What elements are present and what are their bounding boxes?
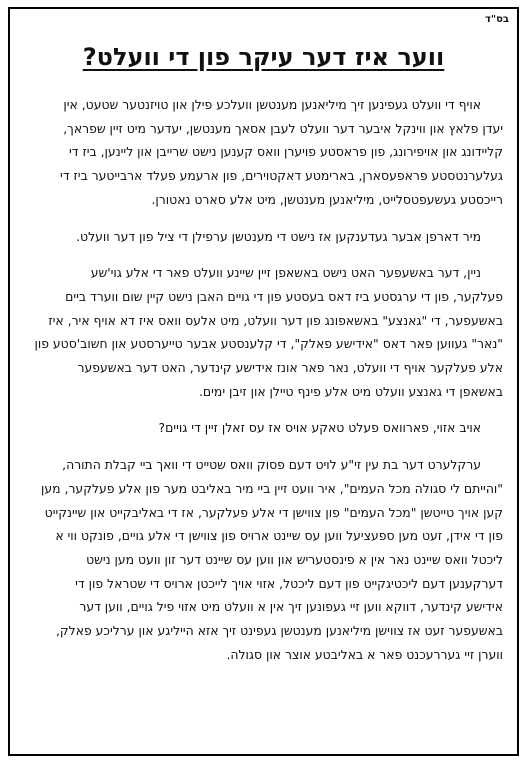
text-line: באשעפער זעט אז צווישן מיליאנען מענטשן געפינט זיך אזא הייליגע און ערליכע פאלק, — [55, 623, 503, 639]
text-line: קליידונג און אויפירונג, פון פראסטע פויערן וואס קענען נישט שרייבן און ליינען, ביז די — [68, 144, 503, 160]
text-line: ליכטל וואס שיינט נאר אין א פינסטעריש און ווען עס שיינט דער זון וועט מען נישט — [86, 551, 503, 567]
text-line: אויב אזוי, פארוואס פעלט טאקע אויס אז עס זאלן זיין די גויים? — [158, 420, 481, 436]
text-line: פעלקער, פון די ערגסטע ביז דאס בעסטע פון די גויים האבן נישט קיין שום ווערד ביים — [65, 288, 503, 304]
paragraph-1 — [24, 93, 503, 212]
text-line: אויף די וועלט געפינען זיך מיליאנען מענטשן וועלכע פילן און טויזנטער שטעט, אין — [63, 97, 481, 112]
text-line: ערקלערט דער בת עין זי"ע לויט דעם פסוק וואס שטייט די וואך ביי קבלת התורה, — [62, 457, 481, 473]
page-frame — [8, 7, 519, 756]
text-line: ניין, דער באשעפער האט נישט באשאפן זיין שיינע וועלט פאר די אלע גוי'שע — [90, 265, 481, 281]
paragraph-4 — [24, 416, 503, 440]
text-line: יעדן פלאץ און ווינקל איבער דער וועלט לעבן אסאך מענטשן, יעדער מיט זיין שפראך, — [63, 120, 503, 136]
paragraph-5 — [24, 453, 503, 666]
text-line: רייכסטע געשעפטסלייט, מיליאנען מענטשן, מיט אלע סארט נאטורן. — [151, 191, 503, 207]
text-line: אלע פעלקער אויף די וועלט, נאר פאר אונז אידישע קינדער, האט דער באשעפער — [77, 360, 503, 376]
paragraph-3 — [24, 261, 503, 403]
article-body — [24, 93, 503, 679]
text-line: "נאר" געווען פאר דאס "אידישע פאלק", די קלענסטע אבער טייערסטע און חשוב'סטע פון — [34, 336, 503, 352]
corner-mark: בס"ד — [485, 14, 509, 25]
text-line: געלערנטסטע פראפעסארן, בארימטע דאקטוירים, פון ארעמע פעלד ארבייטער ביז די — [60, 168, 503, 184]
text-line: אידישע קינדער, דווקא ווען זיי געפונען זיך אין א וועלט מיט אזוי פיל גויים, ווען דער — [79, 599, 503, 615]
text-line: באשאפן די גאנצע וועלט מיט אלע פינף טיילן און זיבן ימים. — [198, 383, 503, 399]
text-line: פון די אידן, זעט מען ספעציעל ווען עס שיינט ארויס פון צווישן די אלע גויים, פונקט ווי א — [55, 528, 503, 544]
text-line: מיר דארפן אבער געדענקען אז נישט די מענטשן ערפילן די ציל פון דער וועלט. — [76, 228, 481, 244]
text-line: דערקענען דעם ליכטיגקייט פון דעם ליכטל, אזוי אויך לייכטן ארויס די שטראל פון די — [75, 575, 503, 591]
paragraph-2 — [24, 225, 503, 249]
text-line: "והייתם לי סגולה מכל העמים", איר וועט זיין ביי מיר באליבט מער פון אלע פעלקער, מען — [41, 480, 503, 496]
text-line: קען אויך טייטשן "מכל העמים" פון צווישן די אלע פעלקער, אז די באליבקייט און שיינקייט — [44, 504, 503, 520]
text-line: באשעפער, די "גאנצע" באשאפונג פון דער וועלט, מיט אלעס וואס איז דא אויף איר, איז — [48, 312, 503, 328]
text-line: ווערן זיי געררעכנט פאר א באליבטע אוצר און סגולה. — [226, 646, 503, 662]
page-title: ווער איז דער עיקר פון די וועלט? — [82, 43, 445, 71]
